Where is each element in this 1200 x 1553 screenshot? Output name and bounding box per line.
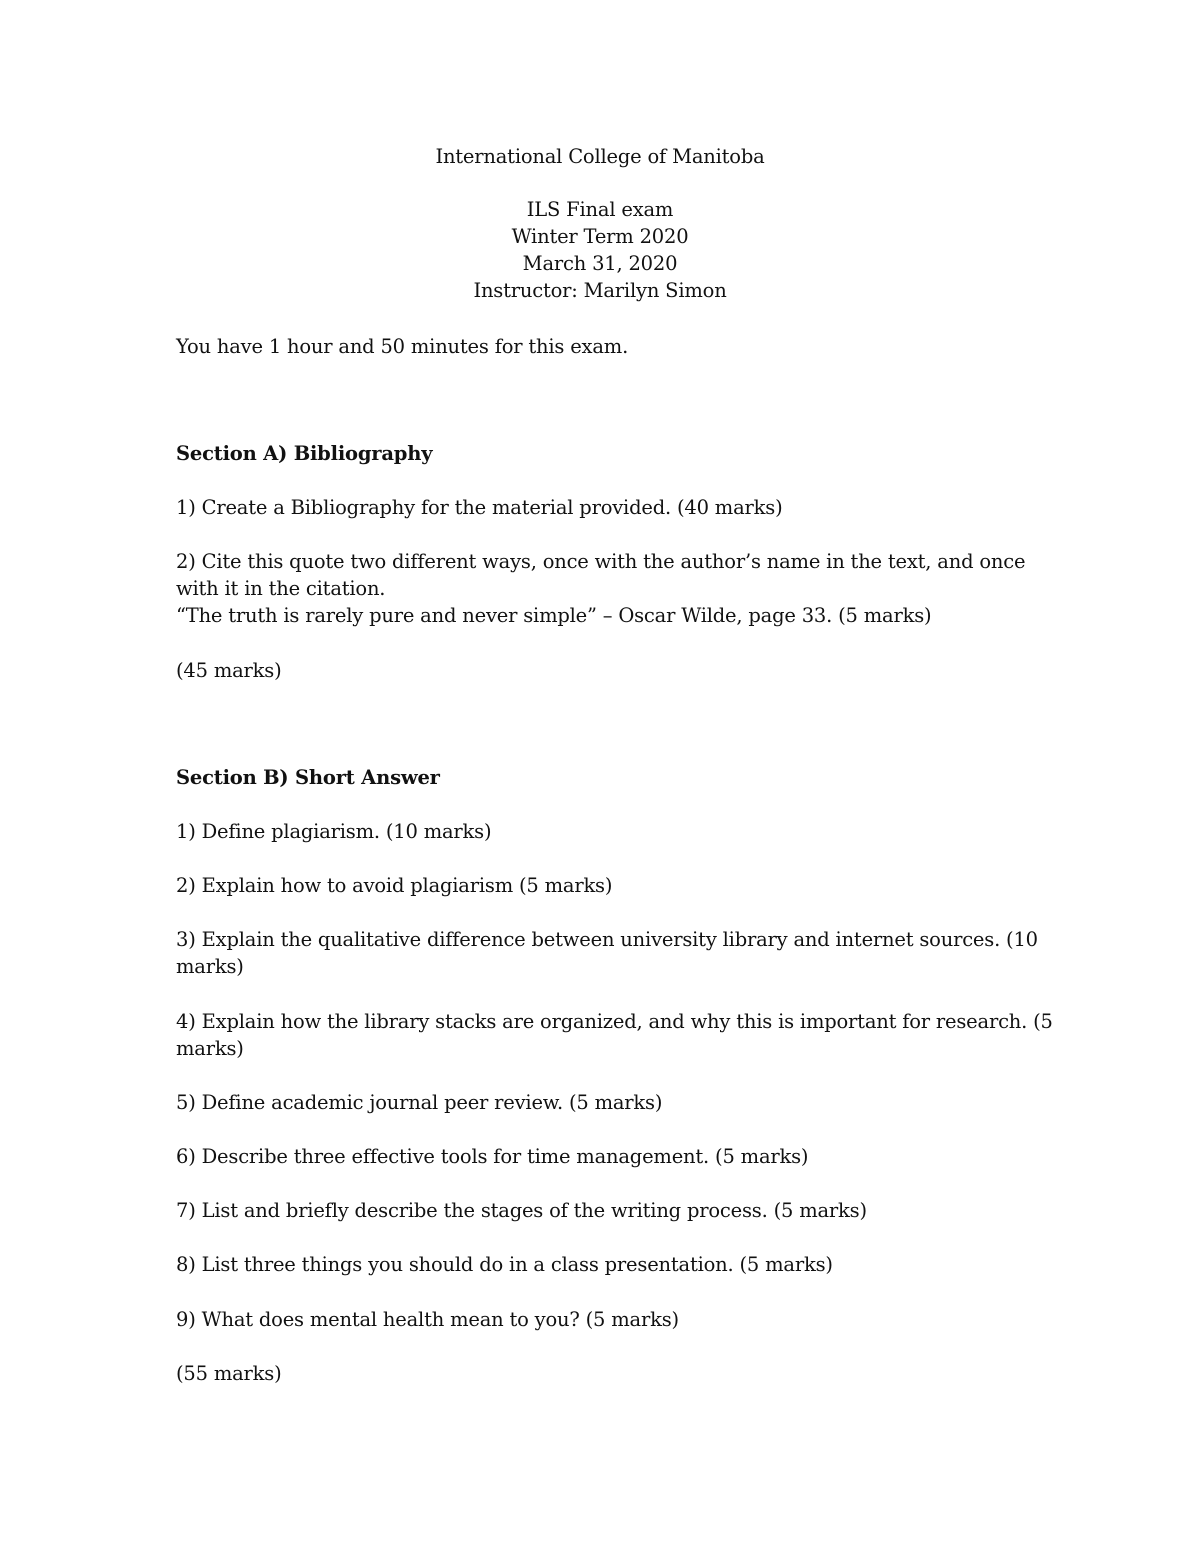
section-a-question-1: 1) Create a Bibliography for the material provided. (40 marks) bbox=[176, 496, 783, 519]
section-b-total: (55 marks) bbox=[176, 1362, 282, 1385]
section-b-question-9: 9) What does mental health mean to you? (5 marks) bbox=[176, 1308, 679, 1331]
exam-term: Winter Term 2020 bbox=[511, 225, 689, 248]
college-name: International College of Manitoba bbox=[435, 145, 765, 168]
section-b-question-3-line-1: 3) Explain the qualitative difference between university library and internet sources. (10 bbox=[176, 928, 1038, 951]
section-b-question-8: 8) List three things you should do in a class presentation. (5 marks) bbox=[176, 1253, 833, 1276]
section-b-question-2: 2) Explain how to avoid plagiarism (5 marks) bbox=[176, 874, 613, 897]
section-b-question-4-line-1: 4) Explain how the library stacks are organized, and why this is important for research. (5 bbox=[176, 1010, 1053, 1033]
section-b-heading: Section B) Short Answer bbox=[176, 766, 440, 789]
exam-date: March 31, 2020 bbox=[522, 252, 678, 275]
exam-title: ILS Final exam bbox=[526, 198, 674, 221]
section-a-question-2-line-1: 2) Cite this quote two different ways, once with the author’s name in the text, and once bbox=[176, 550, 1026, 573]
section-a-heading: Section A) Bibliography bbox=[176, 442, 433, 465]
section-a-quote: “The truth is rarely pure and never simple” – Oscar Wilde, page 33. (5 marks) bbox=[176, 604, 932, 627]
section-a-question-2-line-2: with it in the citation. bbox=[176, 577, 386, 600]
time-note: You have 1 hour and 50 minutes for this exam. bbox=[176, 335, 629, 358]
section-b-question-5: 5) Define academic journal peer review. (5 marks) bbox=[176, 1091, 663, 1114]
section-b-question-1: 1) Define plagiarism. (10 marks) bbox=[176, 820, 492, 843]
section-b-question-3-line-2: marks) bbox=[176, 955, 244, 978]
section-b-question-7: 7) List and briefly describe the stages of the writing process. (5 marks) bbox=[176, 1199, 867, 1222]
instructor-name: Instructor: Marilyn Simon bbox=[473, 279, 727, 302]
section-b-question-6: 6) Describe three effective tools for time management. (5 marks) bbox=[176, 1145, 809, 1168]
section-a-total: (45 marks) bbox=[176, 659, 282, 682]
section-b-question-4-line-2: marks) bbox=[176, 1037, 244, 1060]
